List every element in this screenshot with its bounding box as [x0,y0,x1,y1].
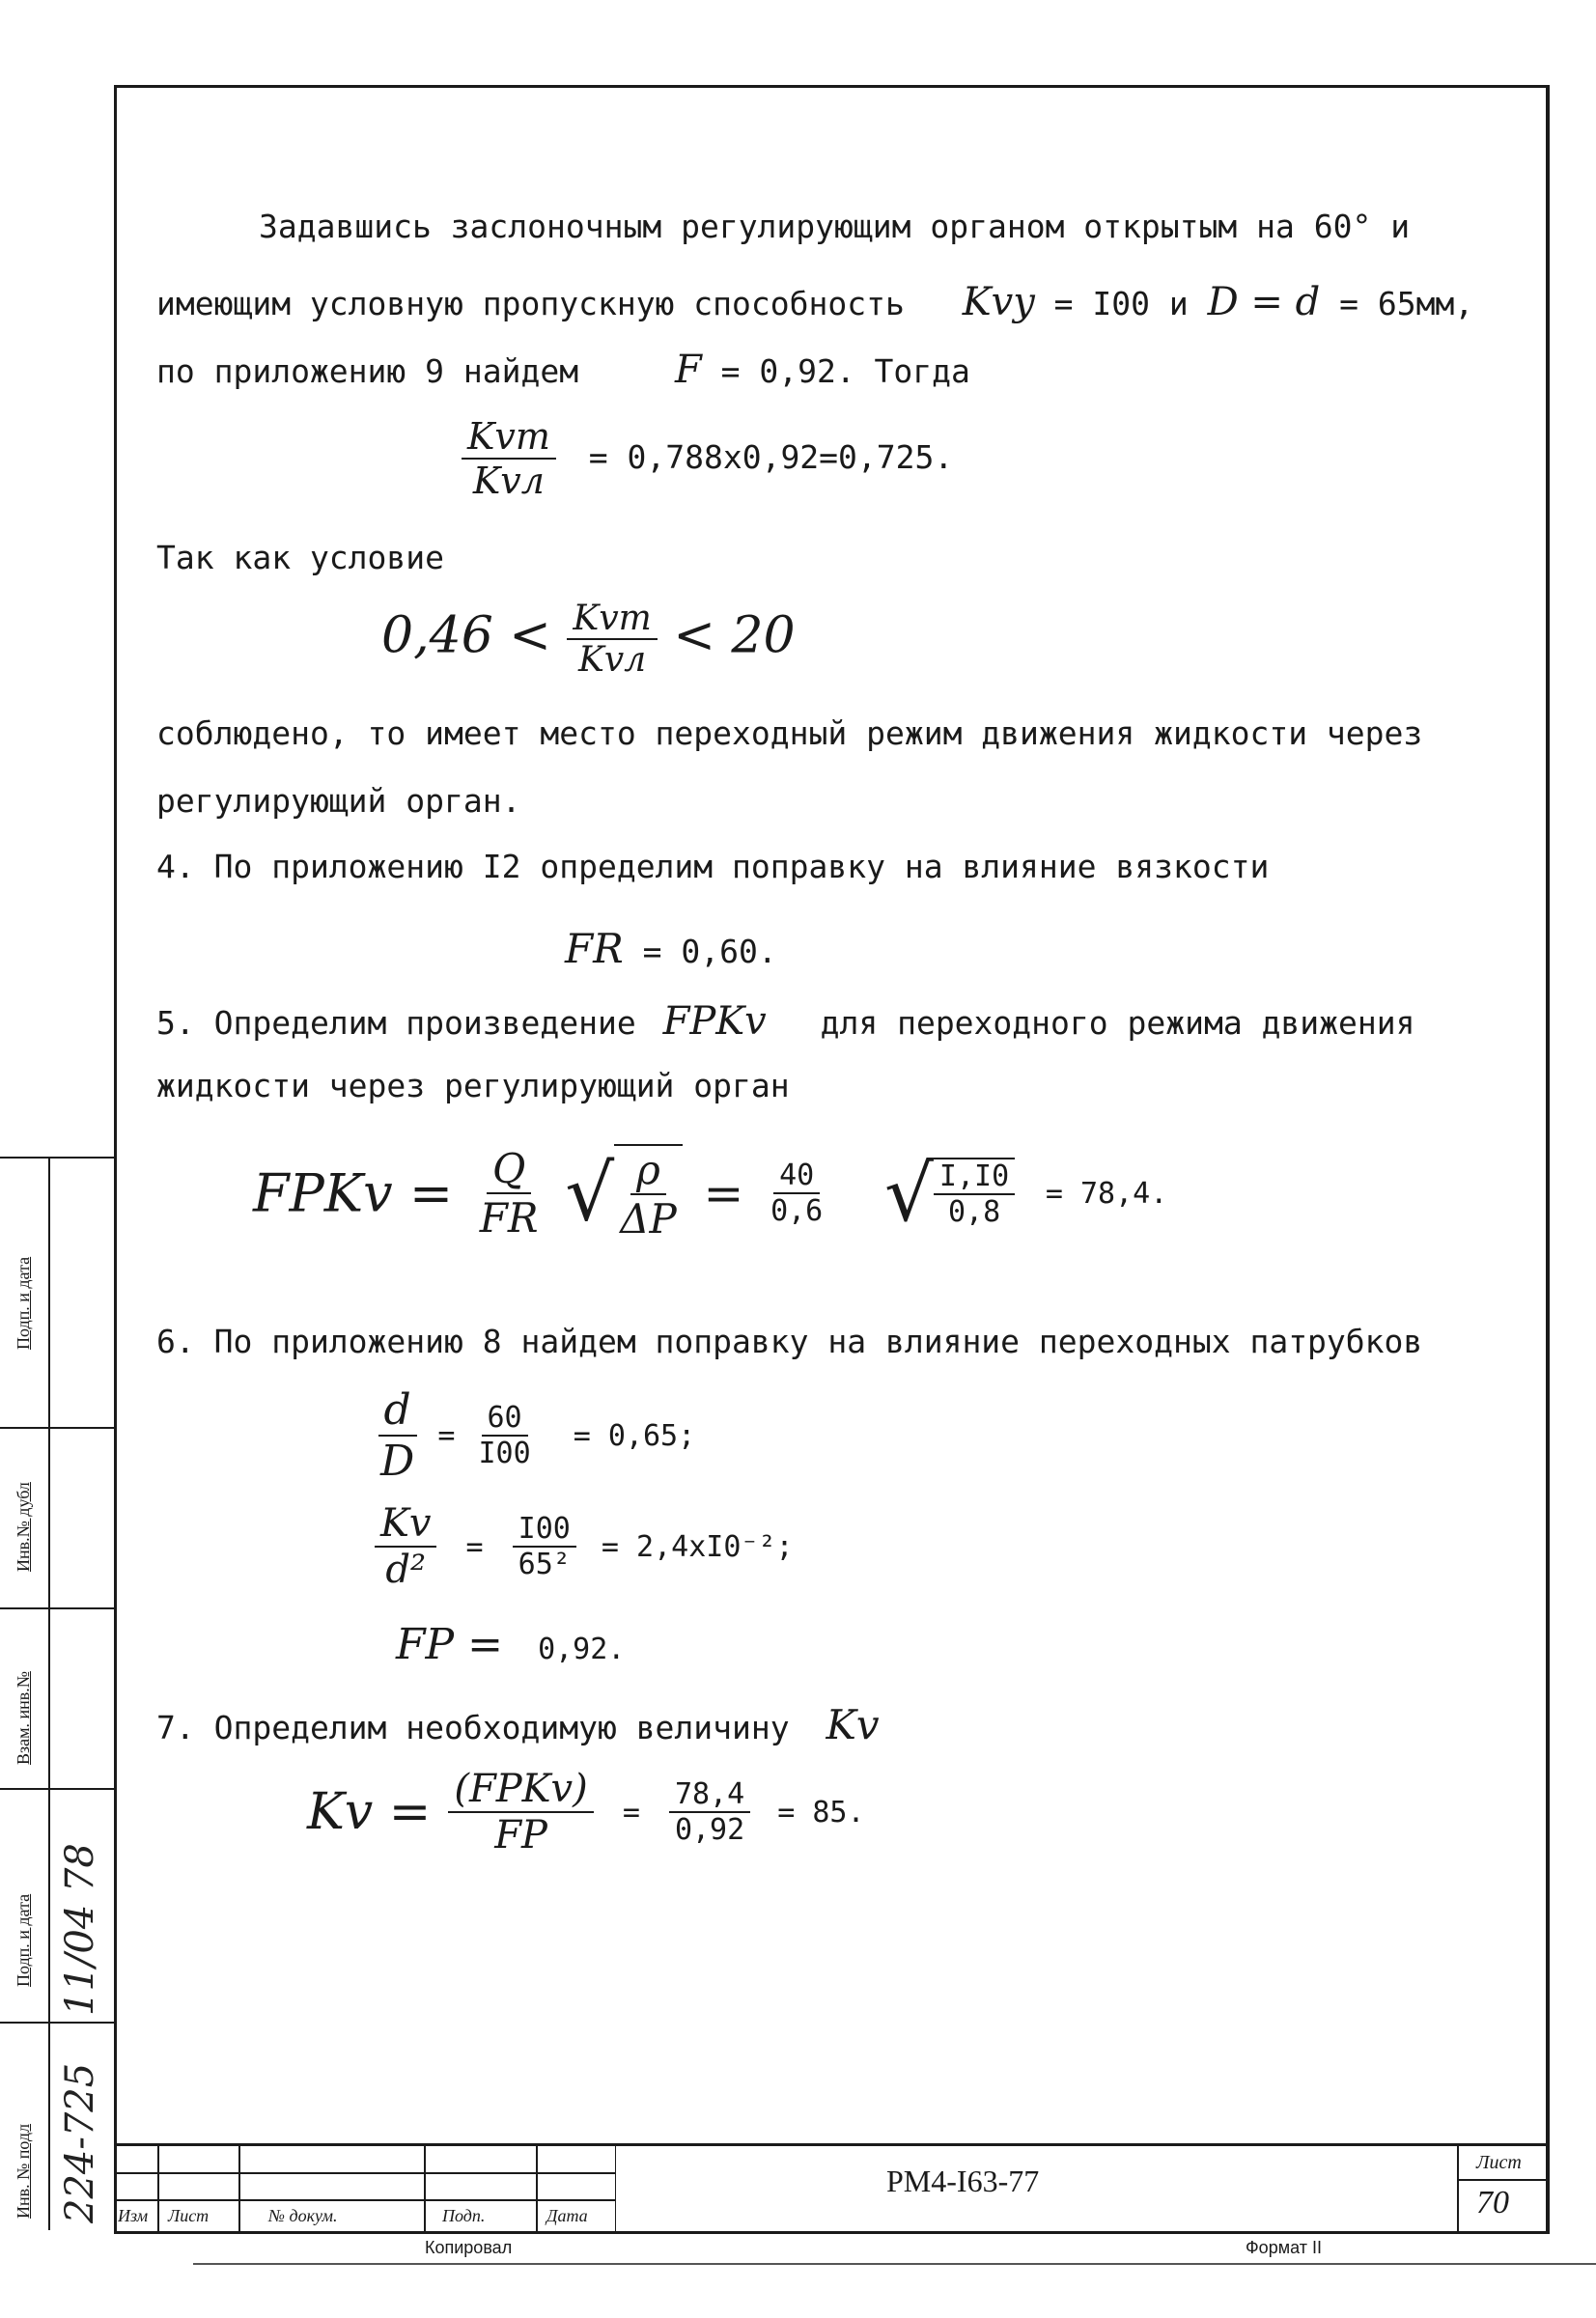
column-date: Дата [546,2206,588,2225]
fraction [474,1145,545,1242]
stamp-label-sign-date-2: Подп. и дата [14,1893,33,1987]
fraction-denominator: d² [385,1548,427,1592]
stamp-label-sign-date: Подп. и дата [14,1256,33,1350]
equation-lhs: FP = [396,1620,503,1669]
formula-kvy: Kvy [962,280,1035,324]
document-code: РМ4-I63-77 [886,2164,1040,2198]
equation-rhs: = 85. [777,1795,865,1829]
text-line: регулирующий орган. [156,782,521,820]
footer-rule [193,2263,1596,2265]
margin-stamp [0,1157,114,2228]
text-fragment: имеющим условную пропускную способность [156,285,905,322]
equation-lhs: FPKv = [253,1162,454,1224]
equals-sign: = [465,1529,484,1564]
text-fragment: 7. Определим необходимую величину [156,1709,790,1746]
fraction-numerator: 40 [773,1159,820,1194]
fraction-denominator: Kvл [578,640,647,680]
text-line [156,280,1473,324]
fraction-numerator: (FPKv) [448,1767,593,1813]
fraction [472,1401,536,1470]
fraction-numerator: I00 [513,1512,576,1548]
text-line: Задавшись заслоночным регулирующим органом открытым на 60° и [259,208,1411,245]
fraction-denominator: Kvл [472,460,545,502]
equation-7 [396,1620,625,1669]
fraction-denominator: FP [494,1813,547,1857]
handwritten-inventory-number: 224-725 [58,2062,102,2223]
fraction-numerator: I,I0 [934,1159,1015,1195]
fraction [448,1767,593,1857]
square-root [884,1149,1015,1239]
stamp-label-dup-inv: Инв.№ дубл [14,1482,33,1572]
stamp-cell [48,1609,114,1790]
page-number: 70 [1476,2185,1509,2220]
fraction [567,599,657,680]
formula-kv: Kv [826,1701,880,1748]
fraction-numerator: 78,4 [669,1777,750,1813]
equation-3 [565,925,777,972]
list-item-6: 6. По приложению 8 найдем поправку на влияние переходных патрубков [156,1323,1423,1360]
equation-rhs: 0,92. [538,1633,626,1666]
equation-8 [307,1767,865,1857]
copied-label: Копировал [425,2238,513,2257]
fraction-numerator: d [378,1385,417,1437]
fraction-denominator: 0,92 [674,1813,745,1847]
title-block [114,2143,1546,2231]
fraction-numerator: Kvт [462,415,556,460]
equation-rhs: = 2,4xI0⁻²; [601,1529,794,1564]
list-item-4: 4. По приложению I2 определим поправку на влияние вязкости [156,848,1270,885]
equation-5 [375,1385,695,1486]
equals-sign: = [703,1165,744,1221]
sheet-number-box [1457,2146,1546,2231]
equation-rhs: = 0,65; [573,1418,696,1453]
fraction [462,415,556,502]
handwritten-date: 11/04 78 [58,1843,102,2016]
list-item-7 [156,1701,880,1748]
fraction-numerator: 60 [482,1401,528,1437]
equation-6 [375,1501,794,1592]
fraction [375,1501,436,1592]
equation-rhs: = 0,60. [642,933,777,970]
stamp-cell [48,1157,114,1429]
fraction [669,1777,750,1847]
formula-fpkv: FPKv [662,999,767,1044]
square-root [565,1144,683,1243]
formula-f: F [674,348,702,392]
fraction [513,1512,576,1581]
sheet-label: Лист [1459,2146,1546,2181]
equation-rhs: = 78,4. [1045,1176,1168,1211]
fraction-numerator: Kv [375,1501,436,1548]
text-fragment: по приложению 9 найдем [156,352,579,390]
radical-sign-icon: √ [883,1148,934,1239]
equals-sign: = [437,1418,456,1453]
fraction-denominator: I00 [478,1437,531,1470]
column-izm: Изм [118,2206,149,2225]
column-doc-number: № докум. [268,2206,338,2225]
inequality-right: < 20 [673,606,796,665]
fraction [614,1144,683,1243]
fraction-denominator: 0,8 [947,1195,1001,1229]
stamp-cell [48,1429,114,1609]
text-line [156,348,970,392]
text-fragment: для переходного режима движения [820,1004,1415,1042]
text-fragment: = 0,92. Тогда [720,352,970,390]
text-fragment: = I00 и [1053,285,1189,322]
fraction [934,1158,1015,1229]
formula-d: D = d [1207,280,1321,324]
fraction-denominator: 0,6 [770,1194,824,1228]
fraction [765,1159,828,1228]
text-fragment: = 65мм, [1339,285,1474,322]
text-fragment: 5. Определим произведение [156,1004,636,1042]
text-line: жидкости через регулирующий орган [156,1067,790,1104]
equation-2 [381,599,796,680]
fraction-denominator: D [380,1437,415,1486]
fraction [375,1385,420,1486]
inequality-left: 0,46 < [381,606,551,665]
fraction-denominator: ΔP [620,1195,677,1243]
stamp-label-orig-inv: Инв. № подл [14,2123,33,2219]
format-label: Формат II [1246,2238,1322,2257]
equation-4 [253,1144,1167,1243]
fraction-denominator: 65² [518,1548,571,1581]
radical-sign-icon: √ [565,1148,615,1239]
fraction-numerator: ρ [630,1146,666,1195]
equation-rhs: = 0,788x0,92=0,725. [588,437,954,476]
equation-lhs: Kv = [307,1783,432,1841]
fraction-numerator: Q [487,1145,531,1194]
equation-lhs: FR [565,925,624,972]
column-list: Лист [168,2206,210,2225]
text-line: Так как условие [156,539,445,576]
list-item-5 [156,999,1415,1044]
text-line: соблюдено, то имеет место переходный режим движения жидкости через [156,714,1423,752]
fraction-denominator: FR [479,1194,539,1242]
column-signature: Подп. [442,2206,486,2225]
equals-sign: = [622,1795,640,1829]
equation-1 [462,415,953,502]
stamp-label-replace-inv: Взам. инв.№ [14,1671,33,1765]
fraction-numerator: Kvт [567,599,657,640]
